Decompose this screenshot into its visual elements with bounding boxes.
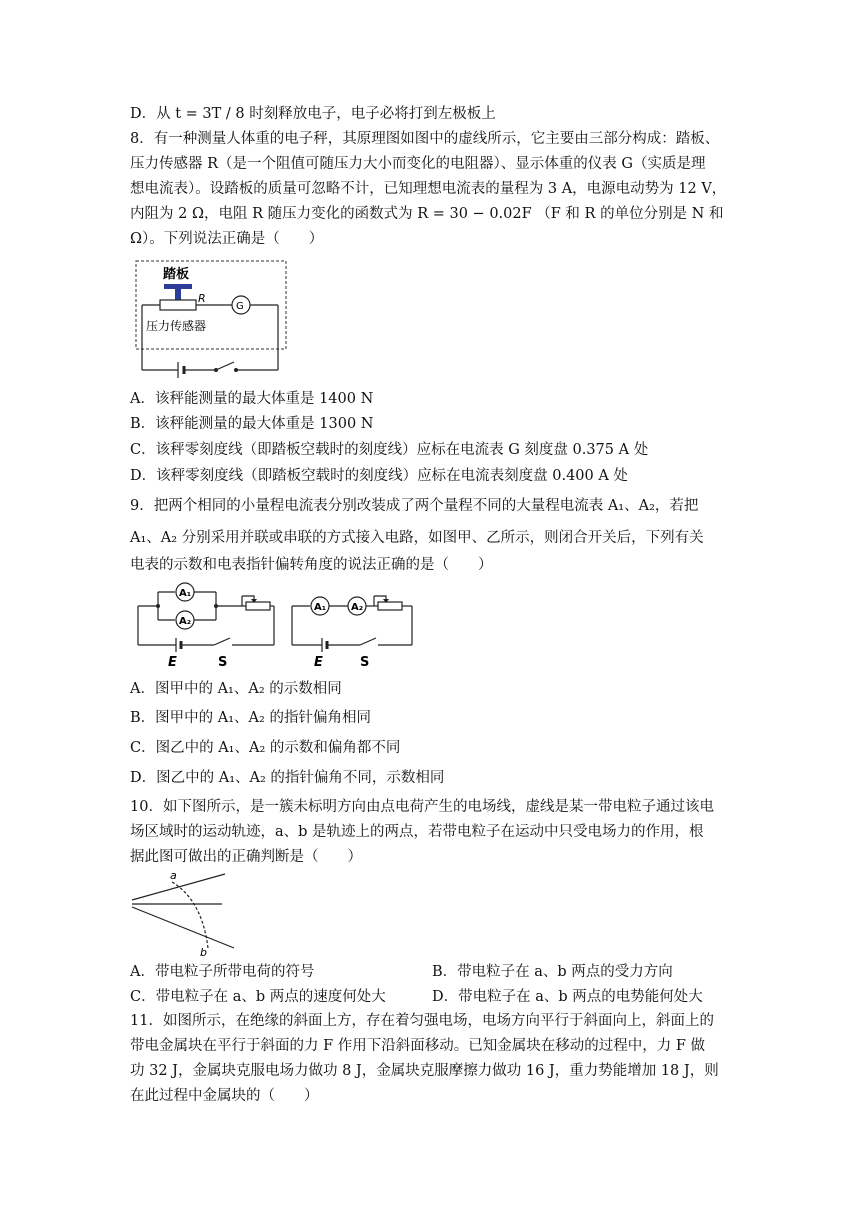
svg-text:A₂: A₂ [179,616,192,627]
pedal-stem [175,288,181,300]
svg-text:S: S [360,655,370,670]
q8-stem-line-4: 内阻为 2 Ω，电阻 R 随压力变化的函数式为 R = 30 − 0.02F （F 和 R 的单位分别是 N 和 [130,206,724,222]
q10-option-c: C．带电粒子在 a、b 两点的速度何处大 [130,989,386,1005]
q8-stem-line-3: 想电流表）。设踏板的质量可忽略不计，已知理想电流表的量程为 3 A，电源电动势为 12 V， [130,181,727,197]
q8-option-a: A．该秤能测量的最大体重是 1400 N [130,391,374,407]
q9-stem-line-3: 电表的示数和电表指针偏转角度的说法正确的是（ ） [130,557,493,573]
circuit-parallel [138,583,274,670]
switch [216,362,234,370]
svg-text:A₂: A₂ [351,602,364,613]
q9-stem-line-2: A₁、A₂ 分别采用并联或串联的方式接入电路，如图甲、乙所示，则闭合开关后，下列有关 [130,530,704,546]
svg-text:b: b [200,946,207,959]
pedal-label: 踏板 [163,267,190,282]
figure-scale-circuit [130,258,290,383]
q11-stem-line-3: 功 32 J，金属块克服电场力做功 8 J，金属块克服摩擦力做功 16 J，重力势能增加 18 J，则 [130,1063,719,1079]
q8-option-d: D．该秤零刻度线（即踏板空载时的刻度线）应标在电流表刻度盘 0.400 A 处 [130,468,628,484]
svg-text:S: S [218,655,228,670]
q9-stem-line-1: 9．把两个相同的小量程电流表分别改装成了两个量程不同的大量程电流表 A₁、A₂，若把 [130,498,699,514]
rheostat-left [246,602,270,610]
q8-stem-line-1: 8．有一种测量人体重的电子秤，其原理图如图中的虚线所示，它主要由三部分构成：踏板、 [130,131,720,147]
svg-text:a: a [170,870,177,882]
q9-option-d: D．图乙中的 A₁、A₂ 的指针偏角不同，示数相同 [130,770,445,786]
q11-stem-line-1: 11．如图所示，在绝缘的斜面上方，存在着匀强电场，电场方向平行于斜面向上，斜面上的 [130,1013,714,1029]
sensor-label: 压力传感器 [146,319,207,333]
q11-stem-line-2: 带电金属块在平行于斜面的力 F 作用下沿斜面移动。已知金属块在移动的过程中，力 F 做 [130,1038,706,1054]
field-line-3 [132,907,234,948]
sensor-resistor [160,300,196,310]
q10-option-d: D．带电粒子在 a、b 两点的电势能何处大 [432,989,703,1005]
svg-text:E: E [168,655,177,670]
q7-option-d: D．从 t = 3T / 8 时刻释放电子，电子必将打到左极板上 [130,106,496,122]
q8-stem-line-2: 压力传感器 R（是一个阻值可随压力大小而变化的电阻器）、显示体重的仪表 G（实质是理 [130,156,706,172]
q10-option-b: B．带电粒子在 a、b 两点的受力方向 [432,964,673,980]
field-line-1 [132,874,225,900]
svg-text:A₁: A₁ [314,602,327,613]
svg-text:E: E [314,655,323,670]
q8-option-b: B．该秤能测量的最大体重是 1300 N [130,416,374,432]
q10-stem-line-1: 10．如下图所示，是一簇未标明方向由点电荷产生的电场线，虚线是某一带电粒子通过该电 [130,799,714,815]
meter-label: G [236,301,244,312]
figure-ammeter-circuits [130,578,420,670]
q9-option-b: B．图甲中的 A₁、A₂ 的指针偏角相同 [130,710,371,726]
q11-stem-line-4: 在此过程中金属块的（ ） [130,1088,319,1104]
q8-stem-line-5: Ω）。下列说法正确是（ ） [130,231,324,247]
rheostat-right [378,602,402,610]
q10-stem-line-3: 据此图可做出的正确判断是（ ） [130,849,362,865]
q9-option-a: A．图甲中的 A₁、A₂ 的示数相同 [130,681,342,697]
figure-field-lines [130,870,240,960]
r-label: R [198,292,206,305]
trajectory [172,882,208,948]
q8-option-c: C．该秤零刻度线（即踏板空载时的刻度线）应标在电流表 G 刻度盘 0.375 A 处 [130,442,649,458]
svg-text:A₁: A₁ [179,588,192,599]
circuit-series [292,596,412,670]
q10-option-a: A．带电粒子所带电荷的符号 [130,964,315,980]
q10-stem-line-2: 场区域时的运动轨迹，a、b 是轨迹上的两点，若带电粒子在运动中只受电场力的作用，根 [130,824,704,840]
q9-option-c: C．图乙中的 A₁、A₂ 的示数和偏角都不同 [130,740,401,756]
